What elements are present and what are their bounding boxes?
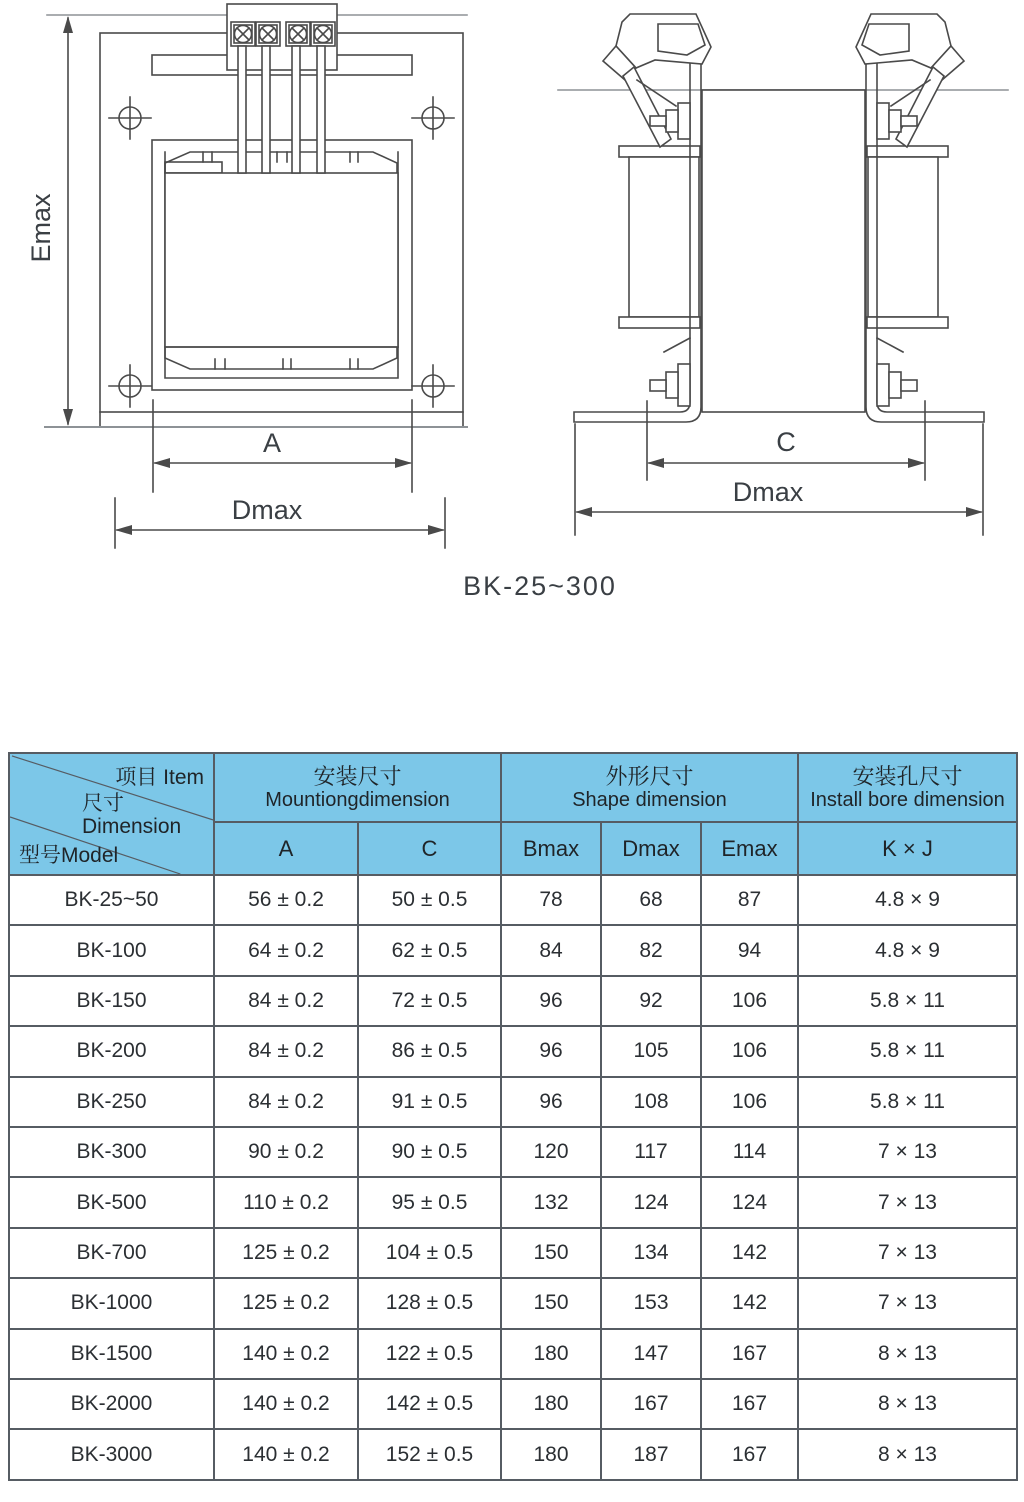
a-cell: 140 ± 0.2 [214,1379,358,1429]
core-clamp-left [603,14,711,147]
c-cell: 72 ± 0.5 [358,976,501,1026]
table-row [9,976,1017,1026]
c-cell: 86 ± 0.5 [358,1026,501,1076]
group-header-shape: 外形尺寸 Shape dimension [501,753,798,822]
kj-cell: 5.8 × 11 [798,1026,1017,1076]
model-range-caption: BK-25~300 [463,571,617,601]
model-cell: BK-700 [9,1228,214,1278]
col-header-emax: Emax [701,822,798,875]
kj-cell: 8 × 13 [798,1429,1017,1480]
kj-cell: 4.8 × 9 [798,925,1017,975]
a-cell: 84 ± 0.2 [214,1026,358,1076]
table-row [9,1379,1017,1429]
bmax-cell: 78 [501,875,601,925]
emax-cell: 106 [701,1077,798,1127]
a-cell: 56 ± 0.2 [214,875,358,925]
col-header-c: C [358,822,501,875]
corner-model-label: 型号Model [19,844,119,867]
a-cell: 125 ± 0.2 [214,1228,358,1278]
model-cell: BK-1500 [9,1329,214,1379]
a-cell: 90 ± 0.2 [214,1127,358,1177]
corner-header-cell [9,753,214,875]
c-cell: 50 ± 0.5 [358,875,501,925]
bmax-cell: 120 [501,1127,601,1177]
bmax-cell: 132 [501,1177,601,1227]
emax-cell: 114 [701,1127,798,1177]
table-row [9,1228,1017,1278]
col-header-kj: K × J [798,822,1017,875]
bmax-cell: 96 [501,1077,601,1127]
c-cell: 152 ± 0.5 [358,1429,501,1480]
emax-cell: 106 [701,1026,798,1076]
c-cell: 91 ± 0.5 [358,1077,501,1127]
side-view-drawing [558,14,1008,535]
dmax-cell: 187 [601,1429,701,1480]
dmax-cell: 92 [601,976,701,1026]
a-cell: 110 ± 0.2 [214,1177,358,1227]
dmax-cell: 108 [601,1077,701,1127]
kj-cell: 7 × 13 [798,1177,1017,1227]
emax-cell: 167 [701,1429,798,1480]
col-header-dmax: Dmax [601,822,701,875]
dmax-cell: 147 [601,1329,701,1379]
kj-cell: 8 × 13 [798,1329,1017,1379]
front-view-drawing [26,4,467,548]
model-cell: BK-25~50 [9,875,214,925]
table-row [9,875,1017,925]
emax-cell: 142 [701,1228,798,1278]
model-cell: BK-300 [9,1127,214,1177]
kj-cell: 5.8 × 11 [798,976,1017,1026]
a-cell: 84 ± 0.2 [214,1077,358,1127]
emax-cell: 124 [701,1177,798,1227]
table-row [9,1278,1017,1328]
corner-item-label: 项目 Item [115,766,204,789]
corner-dimension-label: 尺寸 Dimension [82,792,182,838]
model-cell: BK-500 [9,1177,214,1227]
a-cell: 140 ± 0.2 [214,1329,358,1379]
bmax-cell: 180 [501,1429,601,1480]
bmax-cell: 150 [501,1278,601,1328]
dimension-a [153,400,412,492]
model-cell: BK-3000 [9,1429,214,1480]
dmax-cell: 124 [601,1177,701,1227]
kj-cell: 8 × 13 [798,1379,1017,1429]
c-cell: 122 ± 0.5 [358,1329,501,1379]
core-clamp-right [856,14,964,147]
emax-cell: 167 [701,1329,798,1379]
emax-cell: 167 [701,1379,798,1429]
dimension-table [8,752,1016,1481]
group-header-install-bore: 安装孔尺寸 Install bore dimension [798,753,1017,822]
dmax-cell: 153 [601,1278,701,1328]
emax-cell: 106 [701,976,798,1026]
c-cell: 90 ± 0.5 [358,1127,501,1177]
table-row [9,1177,1017,1227]
col-header-a: A [214,822,358,875]
a-cell: 84 ± 0.2 [214,976,358,1026]
model-cell: BK-150 [9,976,214,1026]
dmax-cell: 134 [601,1228,701,1278]
a-cell: 64 ± 0.2 [214,925,358,975]
kj-cell: 7 × 13 [798,1127,1017,1177]
emax-cell: 142 [701,1278,798,1328]
dmax-cell: 167 [601,1379,701,1429]
c-cell: 128 ± 0.5 [358,1278,501,1328]
dimension-emax [63,16,73,426]
model-cell: BK-1000 [9,1278,214,1328]
table-row [9,1077,1017,1127]
bmax-cell: 180 [501,1379,601,1429]
table-row [9,1026,1017,1076]
model-cell: BK-100 [9,925,214,975]
table-row [9,1329,1017,1379]
kj-cell: 7 × 13 [798,1278,1017,1328]
bmax-cell: 180 [501,1329,601,1379]
dmax-side-label: Dmax [732,477,804,507]
dmax-cell: 82 [601,925,701,975]
dmax-cell: 105 [601,1026,701,1076]
group-header-mounting: 安装尺寸 Mountiongdimension [214,753,501,822]
c-cell: 104 ± 0.5 [358,1228,501,1278]
col-header-bmax: Bmax [501,822,601,875]
kj-cell: 7 × 13 [798,1228,1017,1278]
a-cell: 140 ± 0.2 [214,1429,358,1480]
dmax-front-label: Dmax [231,495,303,525]
a-cell: 125 ± 0.2 [214,1278,358,1328]
model-cell: BK-250 [9,1077,214,1127]
model-cell: BK-2000 [9,1379,214,1429]
c-cell: 95 ± 0.5 [358,1177,501,1227]
bmax-cell: 96 [501,976,601,1026]
table-row [9,1127,1017,1177]
emax-cell: 87 [701,875,798,925]
a-label: A [262,428,282,458]
dmax-cell: 68 [601,875,701,925]
bmax-cell: 96 [501,1026,601,1076]
dmax-cell: 117 [601,1127,701,1177]
emax-cell: 94 [701,925,798,975]
table-row [9,1429,1017,1480]
c-cell: 142 ± 0.5 [358,1379,501,1429]
model-cell: BK-200 [9,1026,214,1076]
bmax-cell: 84 [501,925,601,975]
kj-cell: 4.8 × 9 [798,875,1017,925]
c-cell: 62 ± 0.5 [358,925,501,975]
table-row [9,925,1017,975]
kj-cell: 5.8 × 11 [798,1077,1017,1127]
emax-label: Emax [26,193,56,263]
c-label: C [776,427,796,457]
technical-drawings [0,0,1024,620]
bmax-cell: 150 [501,1228,601,1278]
